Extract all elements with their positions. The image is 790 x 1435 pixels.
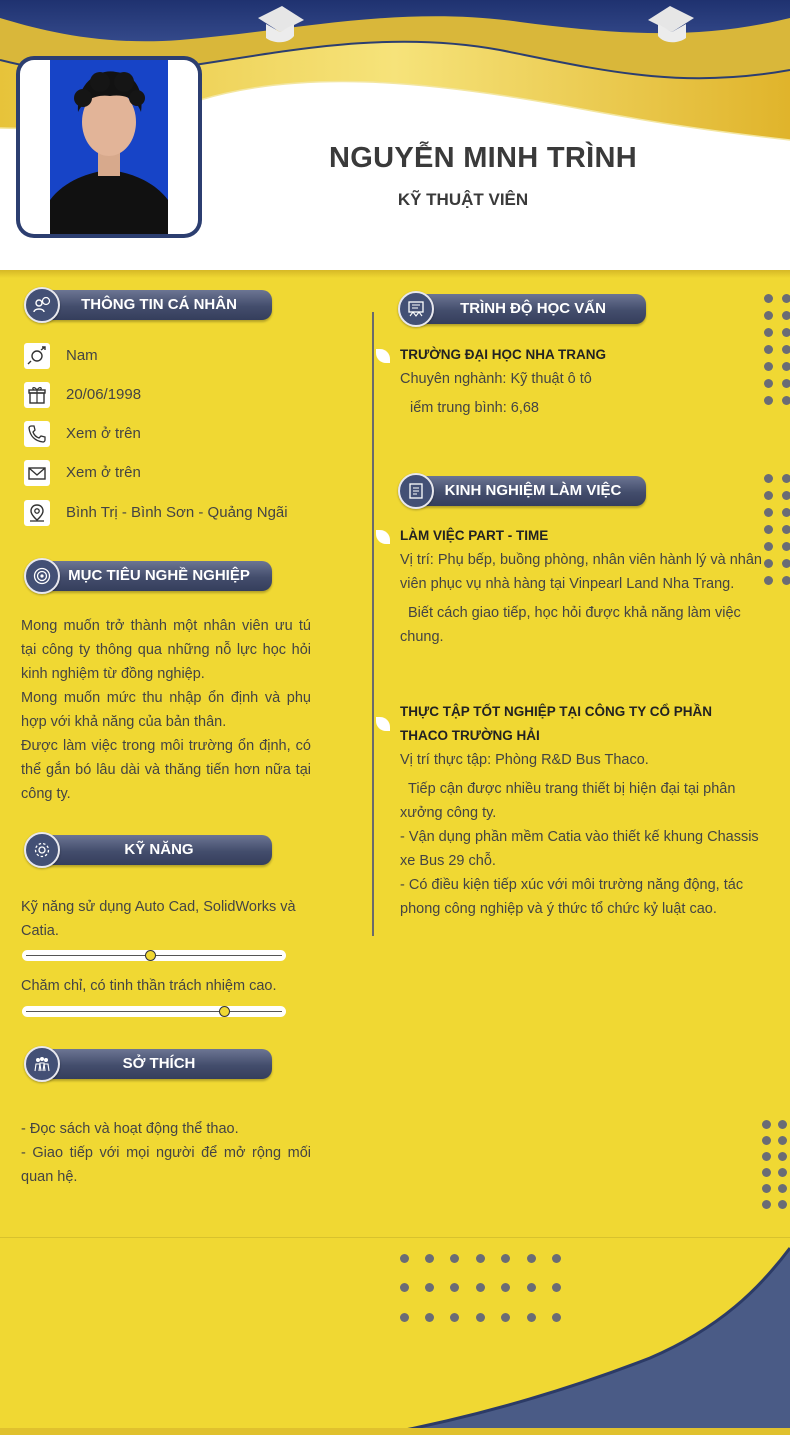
section-title: KINH NGHIỆM LÀM VIỆC bbox=[444, 482, 622, 499]
gear-icon bbox=[24, 832, 60, 868]
section-title: THÔNG TIN CÁ NHÂN bbox=[81, 296, 237, 313]
job-detail: - Vận dụng phần mềm Catia vào thiết kế khung Chassis xe Bus 29 chỗ. bbox=[400, 829, 759, 869]
person-name: NGUYỄN MINH TRÌNH bbox=[329, 142, 637, 174]
footer-wave-decoration bbox=[0, 1238, 790, 1435]
job-role: Vị trí thực tập: Phòng R&D Bus Thaco. bbox=[400, 752, 649, 768]
job-title-entry: LÀM VIỆC PART - TIME bbox=[400, 528, 549, 543]
section-work-experience bbox=[398, 473, 650, 507]
skill-level-bar bbox=[22, 950, 286, 961]
section-title: TRÌNH ĐỘ HỌC VẤN bbox=[460, 300, 606, 317]
skill-level-marker bbox=[145, 950, 156, 961]
education-major: Chuyên nghành: Kỹ thuật ô tô bbox=[400, 371, 592, 387]
document-icon bbox=[398, 473, 434, 509]
school-name: TRƯỜNG ĐẠI HỌC NHA TRANG bbox=[400, 347, 606, 362]
hobbies-text: - Đọc sách và hoạt động thể thao. - Giao tiếp với mọi người để mở rộng mối quan hệ. bbox=[21, 1121, 311, 1185]
section-career-objective bbox=[24, 558, 274, 592]
column-divider bbox=[372, 312, 374, 936]
skill-item-label: Kỹ năng sử dụng Auto Cad, SolidWorks và Catia. bbox=[21, 899, 296, 939]
graduation-cap-icon bbox=[646, 0, 698, 50]
section-title: KỸ NĂNG bbox=[124, 841, 194, 858]
skill-level-bar bbox=[22, 1006, 286, 1017]
certificate-icon bbox=[398, 291, 434, 327]
section-hobbies bbox=[24, 1046, 274, 1080]
gender-icon bbox=[24, 343, 50, 369]
section-skills bbox=[24, 832, 274, 866]
avatar bbox=[20, 60, 198, 234]
objective-text: Mong muốn trở thành một nhân viên ưu tú tại công ty thông qua những nỗ lực học hỏi kinh nghiệm từ đồng nghiệp. Mong muốn mức thu nhập ổn định và phụ hợp với khả năng của bản thân. Được làm việc trong môi trường ổn định, có thể gắn bó lâu dài và thăng tiến hơn nữa tại công ty. bbox=[21, 618, 311, 802]
section-education bbox=[398, 291, 650, 325]
job-detail: Biết cách giao tiếp, học hỏi được khả năng làm việc chung. bbox=[400, 605, 741, 645]
job-role: Vị trí: Phụ bếp, buồng phòng, nhân viên hành lý và nhân viên phục vụ nhà hàng tại Vinpearl Land Nha Trang. bbox=[400, 552, 762, 592]
people-icon bbox=[24, 1046, 60, 1082]
skill-level-marker bbox=[219, 1006, 230, 1017]
section-title: MỤC TIÊU NGHỀ NGHIỆP bbox=[68, 567, 250, 584]
section-title: SỞ THÍCH bbox=[122, 1055, 196, 1072]
job-entry bbox=[400, 524, 762, 649]
mail-icon bbox=[24, 460, 50, 486]
location-icon bbox=[24, 500, 50, 526]
cv-page: NGUYỄN MINH TRÌNH KỸ THUẬT VIÊN THÔNG TIN CÁ NHÂN Nam 20/06/1998 Xem ở trên Xem ở trên Bình Trị - Bình Sơn - Quảng Ngãi MỤC TIÊU NGHỀ NGHIỆP Mong muốn trở thành một nhân viên ưu tú tại công ty thông qua những nỗ lực học hỏi kinh nghiệm từ đồng nghiệp. Mong muốn mức thu nhập ổn định và phụ hợp với khả năng của bản thân. Được làm việc trong môi trường ổn định, có thể gắn bó lâu dài và thăng tiến hơn nữa tại công ty. KỸ NĂNG Kỹ năng sử dụng Auto Cad, SolidWorks và Catia. Chăm chỉ, có tinh thần trách nhiệm cao. SỞ THÍCH - Đọc sách và hoạt động thể thao. - Giao tiếp với mọi người để mở rộng mối quan hệ. TRÌNH ĐỘ HỌC VẤN TRƯỜNG ĐẠI HỌC NHA TRANG Chuyên nghành: Kỹ thuật ô tô iểm trung bình: 6,68 KINH NGHIỆM LÀM VIỆC LÀM VIỆC PART - TIME Vị trí: Phụ bếp, buồng phòng, nhân viên hành lý và nhân viên phục vụ nhà hàng tại Vinpearl Land Nha Trang. Biết cách giao tiếp, học hỏi được khả năng làm việc chung. THỰC TẬP TỐT NGHIỆP TẠI CÔNG TY CỔ PHẦN THACO TRƯỜNG HẢI Vị trí thực tập: Phòng R&D Bus Thaco. Tiếp cận được nhiều trang thiết bị hiện đại tại phân xưởng công ty. - Vận dụng phần mềm Catia vào thiết kế khung Chassis xe Bus 29 chỗ. - Có điều kiện tiếp xúc với môi trường năng động, tác phong công nghiệp và ý thức tổ chức kỷ luật cao. bbox=[0, 0, 790, 1435]
section-personal-info bbox=[24, 287, 274, 321]
education-gpa: iểm trung bình: 6,68 bbox=[410, 400, 539, 416]
job-detail: Tiếp cận được nhiều trang thiết bị hiện đại tại phân xưởng công ty. bbox=[400, 781, 736, 821]
gift-icon bbox=[24, 382, 50, 408]
education-entry bbox=[400, 343, 760, 420]
graduation-cap-icon bbox=[254, 0, 306, 50]
person-info-icon bbox=[24, 287, 60, 323]
avatar-frame bbox=[16, 56, 202, 238]
job-title: KỸ THUẬT VIÊN bbox=[397, 190, 529, 209]
cv-header bbox=[0, 0, 790, 270]
job-detail: - Có điều kiện tiếp xúc với môi trường năng động, tác phong công nghiệp và ý thức tổ chức kỷ luật cao. bbox=[400, 877, 744, 917]
target-icon bbox=[24, 558, 60, 594]
phone-icon bbox=[24, 421, 50, 447]
job-title-entry: THỰC TẬP TỐT NGHIỆP TẠI CÔNG TY CỔ PHẦN THACO TRƯỜNG HẢI bbox=[400, 704, 712, 743]
job-entry bbox=[400, 700, 762, 921]
skill-item-label: Chăm chỉ, có tinh thần trách nhiệm cao. bbox=[21, 978, 277, 994]
